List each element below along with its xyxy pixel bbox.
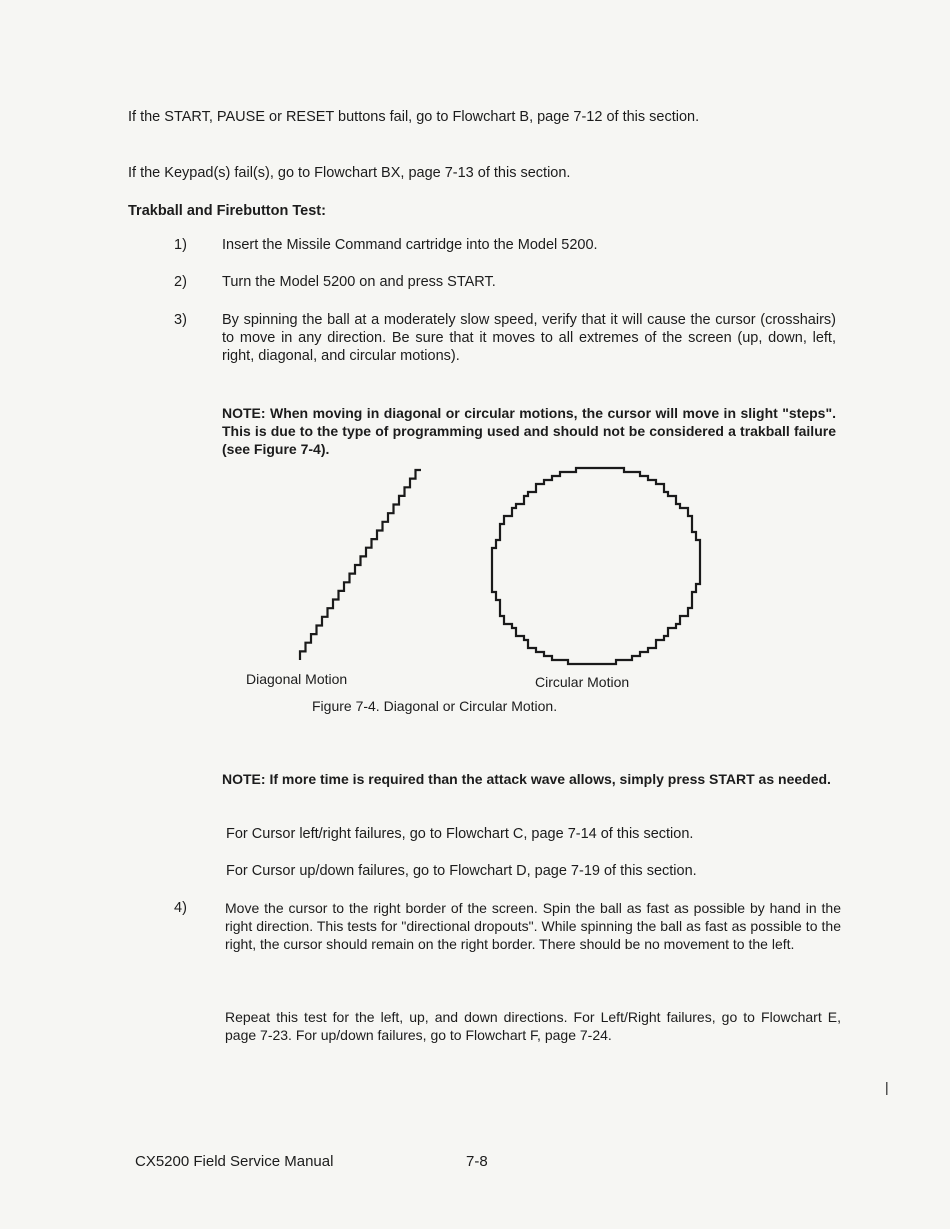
circular-staircase-line xyxy=(492,468,700,664)
step-number: 2) xyxy=(174,274,187,290)
step-text: Turn the Model 5200 on and press START. xyxy=(222,274,496,290)
footer-manual-title: CX5200 Field Service Manual xyxy=(135,1153,334,1170)
step-text: Move the cursor to the right border of the screen. Spin the ball as fast as possible by hand in the right direction. This tests for "directional dropouts". While spinning the ball as fast as possible to the right, the cursor should remain on the right border. There should be no movement to the left. xyxy=(225,900,841,952)
step-text: Insert the Missile Command cartridge into the Model 5200. xyxy=(222,237,598,253)
intro-paragraph-keypad: If the Keypad(s) fail(s), go to Flowchart BX, page 7-13 of this section. xyxy=(128,165,571,181)
repeat-test-paragraph: Repeat this test for the left, up, and down directions. For Left/Right failures, go to Flowchart E, page 7-23. For up/down failures, go to Flowchart F, page 7-24. xyxy=(225,1009,841,1043)
figure-caption: Figure 7-4. Diagonal or Circular Motion. xyxy=(312,698,558,714)
label-diagonal-motion: Diagonal Motion xyxy=(246,671,348,687)
diagonal-staircase-line xyxy=(300,470,421,660)
step-number: 3) xyxy=(174,312,187,328)
cursor-up-down-instruction: For Cursor up/down failures, go to Flowchart D, page 7-19 of this section. xyxy=(226,863,697,879)
step-number: 1) xyxy=(174,237,187,253)
note-attack-wave: NOTE: If more time is required than the attack wave allows, simply press START as needed. xyxy=(222,771,831,787)
note-stepping: NOTE: When moving in diagonal or circular motions, the cursor will move in slight "steps". This is due to the type of programming used and should not be considered a trakball failure (see Figure 7-4). xyxy=(222,405,836,457)
section-heading: Trakball and Firebutton Test: xyxy=(128,203,326,219)
footer-page-number: 7-8 xyxy=(466,1153,488,1170)
label-circular-motion: Circular Motion xyxy=(535,674,630,690)
margin-mark: | xyxy=(885,1079,889,1095)
step-number: 4) xyxy=(174,900,187,916)
step-text: By spinning the ball at a moderately slow speed, verify that it will cause the cursor (crosshairs) to move in any direction. Be sure that it moves to all extremes of the screen (up, down, left, right, diagonal, and circular motions). xyxy=(222,312,836,364)
cursor-left-right-instruction: For Cursor left/right failures, go to Flowchart C, page 7-14 of this section. xyxy=(226,826,694,842)
intro-paragraph-buttons: If the START, PAUSE or RESET buttons fail, go to Flowchart B, page 7-12 of this section. xyxy=(128,109,700,125)
